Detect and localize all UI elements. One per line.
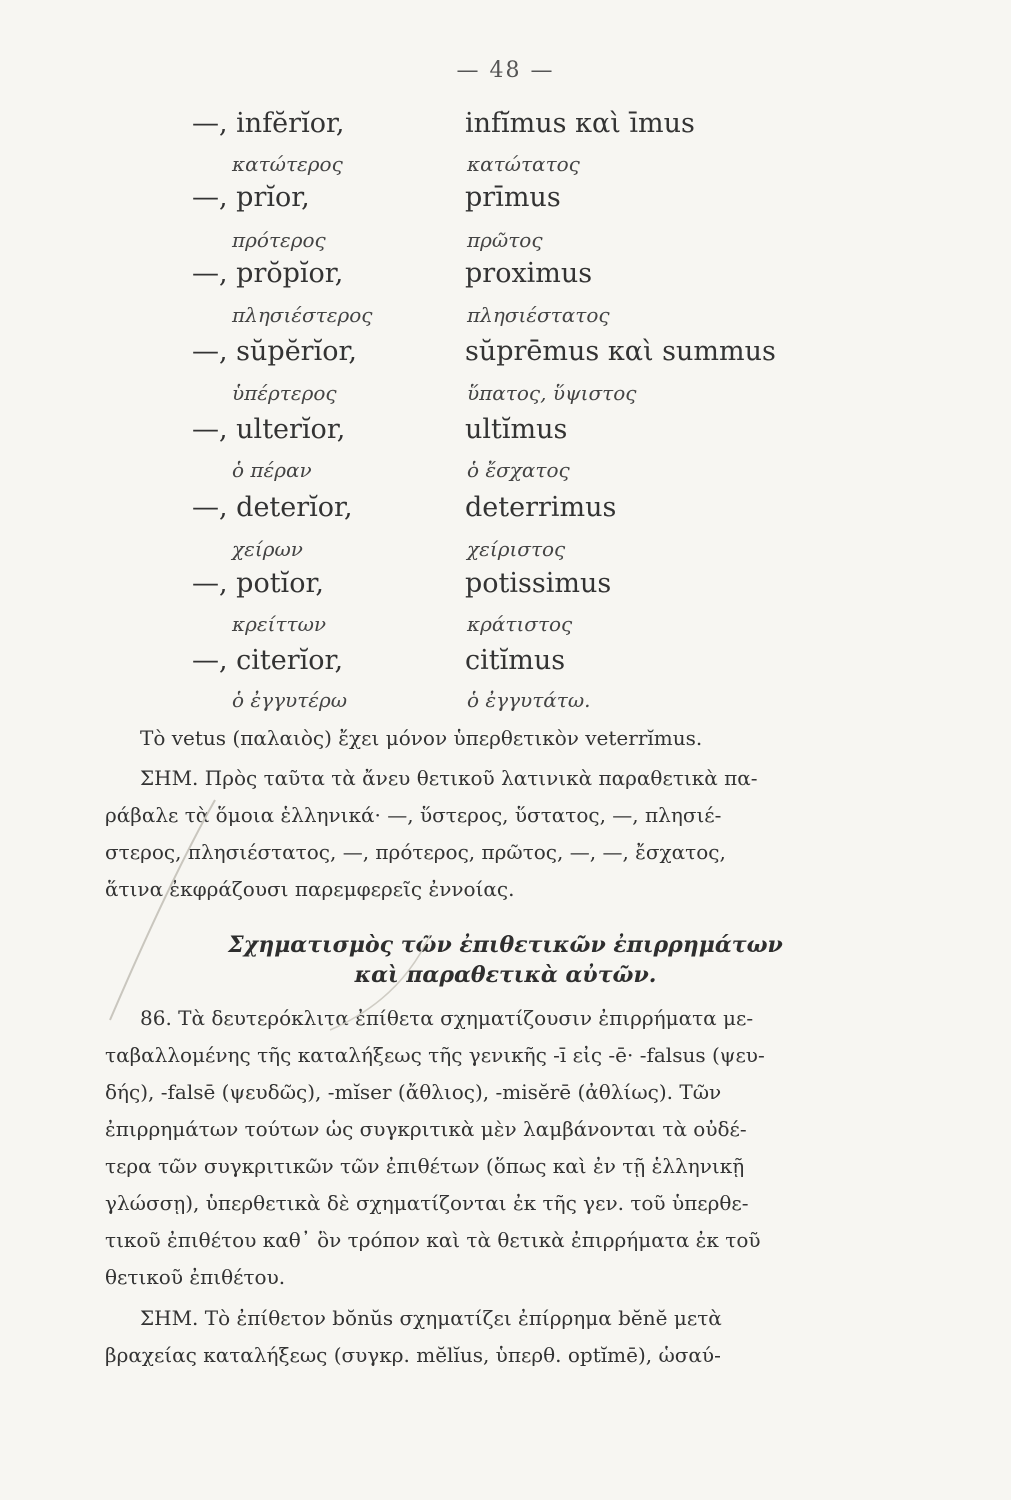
right-latin: citĭmus bbox=[465, 645, 566, 676]
vetus-line bbox=[140, 720, 940, 757]
text-line: ΣΗΜ. Πρὸς ταῦτα τὰ ἄνευ θετικοῦ λατινικὰ παραθετικὰ πα- bbox=[140, 766, 758, 790]
left-greek: ὁ πέραν bbox=[232, 458, 312, 482]
text-line: δής), -falsē (ψευδῶς), -mĭser (ἄθλιος), -misĕrē (ἀθλίως). Τῶν bbox=[105, 1080, 722, 1104]
left-greek: ὑπέρτερος bbox=[232, 381, 337, 405]
left-latin: —, prĭor, bbox=[192, 182, 310, 213]
table-row-latin bbox=[0, 645, 1011, 685]
right-greek: πλησιέστατος bbox=[467, 303, 610, 327]
left-greek: ὁ ἐγγυτέρω bbox=[232, 688, 348, 712]
table-row-latin bbox=[0, 414, 1011, 454]
text-line: ἅτινα ἐκφράζουσι παρεμφερεῖς ἐννοίας. bbox=[105, 877, 515, 901]
left-greek: χείρων bbox=[232, 537, 303, 561]
right-greek: ὁ ἐγγυτάτω. bbox=[467, 688, 591, 712]
right-latin: prīmus bbox=[465, 182, 561, 213]
left-latin: —, sŭpĕrĭor, bbox=[192, 336, 357, 367]
text-line: βραχείας καταλήξεως (συγκρ. mĕlĭus, ὑπερθ. optĭmē), ὡσαύ- bbox=[105, 1343, 721, 1367]
right-greek: κατώτατος bbox=[467, 152, 580, 176]
table-row-latin bbox=[0, 492, 1011, 532]
section-86-paragraph bbox=[105, 1000, 905, 1296]
left-greek: πρότερος bbox=[232, 228, 326, 252]
left-latin: —, ulterĭor, bbox=[192, 414, 346, 445]
left-latin: —, citerĭor, bbox=[192, 645, 344, 676]
text-line: ΣΗΜ. Τὸ ἐπίθετον bŏnŭs σχηματίζει ἐπίρρημα bĕnĕ μετὰ bbox=[140, 1306, 722, 1330]
left-greek: κατώτερος bbox=[232, 152, 343, 176]
left-greek: κρείττων bbox=[232, 612, 327, 636]
left-greek: πλησιέστερος bbox=[232, 303, 373, 327]
text-line: τικοῦ ἐπιθέτου καθ᾽ ὃν τρόπον καὶ τὰ θετικὰ ἐπιρρήματα ἐκ τοῦ bbox=[105, 1228, 761, 1252]
page-number: — 48 — bbox=[456, 58, 555, 83]
table-row-latin bbox=[0, 336, 1011, 376]
left-latin: —, infĕrĭor, bbox=[192, 108, 345, 139]
right-latin: proximus bbox=[465, 258, 593, 289]
right-latin: infĭmus καὶ īmus bbox=[465, 108, 695, 139]
right-greek: χείριστος bbox=[467, 537, 566, 561]
text-line: Τὸ vetus (παλαιὸς) ἔχει μόνον ὑπερθετικὸν veterrĭmus. bbox=[140, 726, 703, 750]
text-line: 86. Τὰ δευτερόκλιτα ἐπίθετα σχηματίζουσιν ἐπιρρήματα με- bbox=[140, 1006, 754, 1030]
section-heading-sub: καὶ παραθετικὰ αὐτῶν. bbox=[354, 962, 657, 988]
table-row-latin bbox=[0, 182, 1011, 222]
right-latin: sŭprēmus καὶ summus bbox=[465, 336, 776, 367]
text-line: θετικοῦ ἐπιθέτου. bbox=[105, 1265, 286, 1289]
right-greek: ὕπατος, ὕψιστος bbox=[467, 381, 637, 405]
right-greek: πρῶτος bbox=[467, 228, 543, 252]
left-latin: —, deterĭor, bbox=[192, 492, 353, 523]
text-line: ράβαλε τὰ ὅμοια ἑλληνικά· —, ὕστερος, ὕστατος, —, πλησιέ- bbox=[105, 803, 722, 827]
right-greek: κράτιστος bbox=[467, 612, 573, 636]
table-row-latin bbox=[0, 568, 1011, 608]
right-latin: deterrimus bbox=[465, 492, 617, 523]
text-line: γλώσσῃ), ὑπερθετικὰ δὲ σχηματίζονται ἐκ τῆς γεν. τοῦ ὑπερθε- bbox=[105, 1191, 749, 1215]
right-latin: ultĭmus bbox=[465, 414, 568, 445]
text-line: ἐπιρρημάτων τούτων ὡς συγκριτικὰ μὲν λαμβάνονται τὰ οὐδέ- bbox=[105, 1117, 747, 1141]
text-line: ταβαλλομένης τῆς καταλήξεως τῆς γενικῆς -ī εἰς -ē· -falsus (ψευ- bbox=[105, 1043, 765, 1067]
right-latin: potissimus bbox=[465, 568, 612, 599]
table-row-latin bbox=[0, 108, 1011, 148]
text-line: τερα τῶν συγκριτικῶν τῶν ἐπιθέτων (ὅπως καὶ ἐν τῇ ἑλληνικῇ bbox=[105, 1154, 745, 1178]
text-line: στερος, πλησιέστατος, —, πρότερος, πρῶτος, —, —, ἔσχατος, bbox=[105, 840, 726, 864]
left-latin: —, prŏpĭor, bbox=[192, 258, 344, 289]
left-latin: —, potĭor, bbox=[192, 568, 324, 599]
note-paragraph bbox=[105, 760, 905, 908]
section-heading: Σχηματισμὸς τῶν ἐπιθετικῶν ἐπιρρημάτων bbox=[228, 932, 783, 958]
right-greek: ὁ ἔσχατος bbox=[467, 458, 570, 482]
table-row-latin bbox=[0, 258, 1011, 298]
note-paragraph-2 bbox=[105, 1300, 905, 1374]
